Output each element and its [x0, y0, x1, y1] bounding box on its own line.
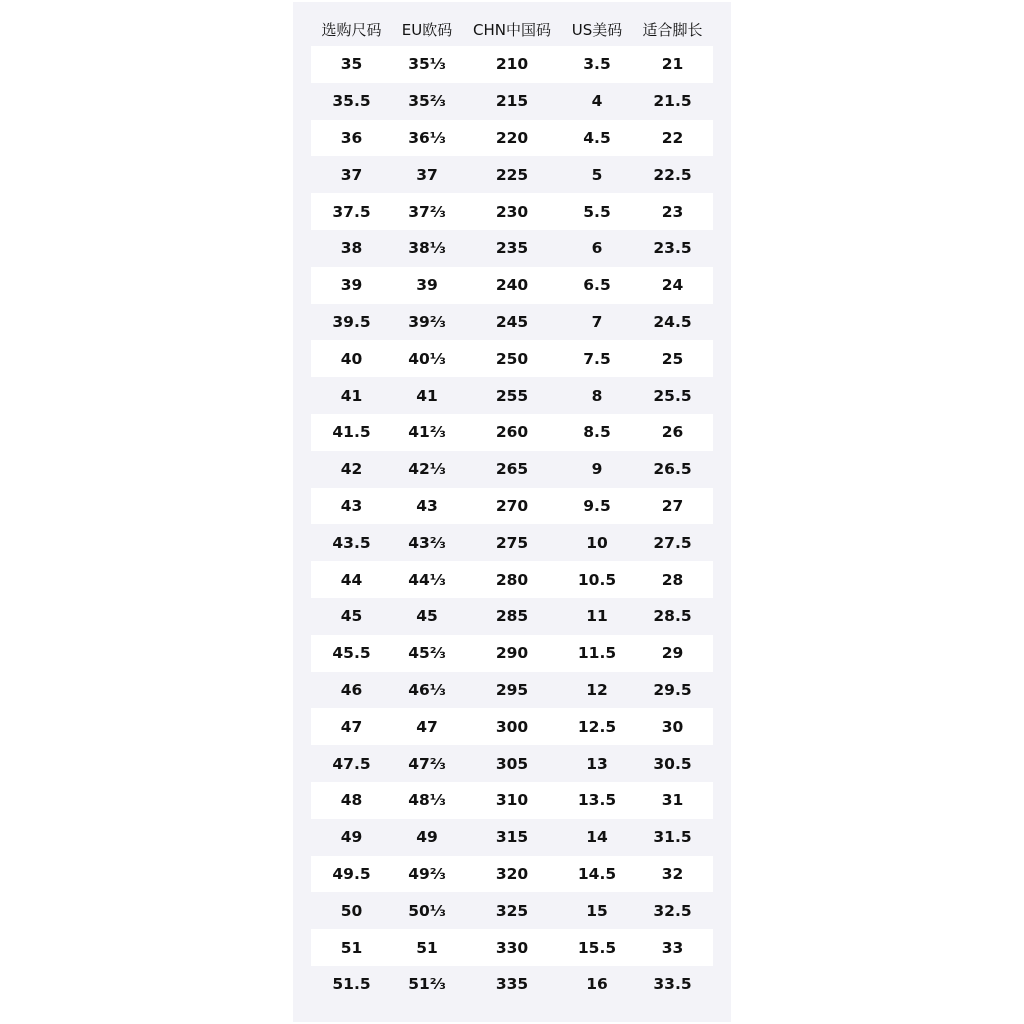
table-row: [311, 377, 713, 414]
table-body: [311, 46, 713, 1003]
chn-size-cell: 210: [462, 46, 562, 83]
purchase-size-cell: 47.5: [332, 754, 371, 773]
table-row: [311, 856, 713, 893]
eu-size-cell: 48⅓: [392, 782, 462, 819]
eu-size-cell: 51⅔: [408, 975, 446, 994]
foot-length-cell: 30.5: [653, 754, 692, 773]
chn-size-cell: 310: [462, 782, 562, 819]
chn-size-cell: 315: [495, 828, 529, 847]
purchase-size-cell: 43: [311, 488, 392, 525]
table-row: [311, 966, 713, 1003]
us-size-cell: 14: [586, 828, 608, 847]
purchase-size-cell: 35: [311, 46, 392, 83]
us-size-cell: 6.5: [562, 267, 632, 304]
us-size-cell: 8: [591, 386, 603, 405]
us-size-cell: 7.5: [562, 340, 632, 377]
foot-length-cell: 23: [632, 193, 713, 230]
table-row: [311, 929, 713, 966]
foot-length-cell: 22.5: [653, 165, 692, 184]
table-row: [311, 414, 713, 451]
chn-size-cell: 250: [462, 340, 562, 377]
foot-length-cell: 33: [632, 929, 713, 966]
purchase-size-cell: 41.5: [311, 414, 392, 451]
purchase-size-cell: 37: [340, 165, 363, 184]
table-row: [311, 561, 713, 598]
chn-size-cell: 300: [462, 708, 562, 745]
chn-size-cell: 255: [495, 386, 529, 405]
table-row: [311, 635, 713, 672]
purchase-size-cell: 45: [340, 607, 363, 626]
chn-size-cell: 285: [495, 607, 529, 626]
table-row: [311, 193, 713, 230]
purchase-size-cell: 47: [311, 708, 392, 745]
foot-length-cell: 21.5: [653, 92, 692, 111]
chn-size-cell: 320: [462, 856, 562, 893]
eu-size-cell: 36⅓: [392, 120, 462, 157]
us-size-cell: 12.5: [562, 708, 632, 745]
eu-size-cell: 41: [416, 386, 438, 405]
column-header-purchase-size: 选购尺码: [321, 20, 382, 39]
us-size-cell: 5: [591, 165, 603, 184]
purchase-size-cell: 42: [340, 460, 363, 479]
eu-size-cell: 43: [392, 488, 462, 525]
foot-length-cell: 28.5: [653, 607, 692, 626]
purchase-size-cell: 49: [340, 828, 363, 847]
eu-size-cell: 45: [416, 607, 438, 626]
chn-size-cell: 305: [495, 754, 529, 773]
us-size-cell: 9: [591, 460, 603, 479]
foot-length-cell: 28: [632, 561, 713, 598]
us-size-cell: 5.5: [562, 193, 632, 230]
us-size-cell: 4.5: [562, 120, 632, 157]
table-row: [311, 782, 713, 819]
eu-size-cell: 50⅓: [408, 901, 446, 920]
chn-size-cell: 215: [495, 92, 529, 111]
table-row: [311, 304, 713, 341]
purchase-size-cell: 46: [340, 680, 363, 699]
table-row: [311, 745, 713, 782]
us-size-cell: 3.5: [562, 46, 632, 83]
table-row: [311, 672, 713, 709]
chn-size-cell: 235: [495, 239, 529, 258]
eu-size-cell: 37⅔: [392, 193, 462, 230]
foot-length-cell: 21: [632, 46, 713, 83]
chn-size-cell: 335: [495, 975, 529, 994]
foot-length-cell: 26: [632, 414, 713, 451]
us-size-cell: 15: [586, 901, 608, 920]
foot-length-cell: 26.5: [653, 460, 692, 479]
table-row: [311, 524, 713, 561]
foot-length-cell: 25.5: [653, 386, 692, 405]
chn-size-cell: 230: [462, 193, 562, 230]
chn-size-cell: 225: [495, 165, 529, 184]
foot-length-cell: 27.5: [653, 533, 692, 552]
eu-size-cell: 37: [416, 165, 438, 184]
table-row: [311, 267, 713, 304]
us-size-cell: 7: [591, 312, 603, 331]
purchase-size-cell: 39.5: [332, 312, 371, 331]
foot-length-cell: 32: [632, 856, 713, 893]
table-row: [311, 83, 713, 120]
purchase-size-cell: 38: [340, 239, 363, 258]
foot-length-cell: 24: [632, 267, 713, 304]
eu-size-cell: 35⅓: [392, 46, 462, 83]
us-size-cell: 12: [586, 680, 608, 699]
foot-length-cell: 32.5: [653, 901, 692, 920]
size-chart-table: [311, 12, 713, 1003]
foot-length-cell: 29.5: [653, 680, 692, 699]
column-header-chn-size: CHN中国码: [473, 20, 551, 39]
chn-size-cell: 265: [495, 460, 529, 479]
column-header-eu-size: EU欧码: [401, 20, 453, 39]
column-header-foot-length: 适合脚长: [642, 20, 703, 39]
us-size-cell: 14.5: [562, 856, 632, 893]
eu-size-cell: 39⅔: [408, 312, 446, 331]
table-row: [311, 230, 713, 267]
us-size-cell: 4: [591, 92, 603, 111]
purchase-size-cell: 51.5: [332, 975, 371, 994]
table-row: [311, 892, 713, 929]
eu-size-cell: 43⅔: [408, 533, 446, 552]
purchase-size-cell: 39: [311, 267, 392, 304]
table-row: [311, 46, 713, 83]
us-size-cell: 9.5: [562, 488, 632, 525]
table-header: [311, 12, 713, 46]
foot-length-cell: 27: [632, 488, 713, 525]
eu-size-cell: 49: [416, 828, 438, 847]
eu-size-cell: 49⅔: [392, 856, 462, 893]
chn-size-cell: 220: [462, 120, 562, 157]
purchase-size-cell: 49.5: [311, 856, 392, 893]
chn-size-cell: 240: [462, 267, 562, 304]
eu-size-cell: 46⅓: [408, 680, 446, 699]
table-row: [311, 451, 713, 488]
chn-size-cell: 270: [462, 488, 562, 525]
header-row: [311, 12, 713, 46]
purchase-size-cell: 36: [311, 120, 392, 157]
foot-length-cell: 31.5: [653, 828, 692, 847]
foot-length-cell: 25: [632, 340, 713, 377]
purchase-size-cell: 48: [311, 782, 392, 819]
foot-length-cell: 33.5: [653, 975, 692, 994]
foot-length-cell: 24.5: [653, 312, 692, 331]
chn-size-cell: 260: [462, 414, 562, 451]
us-size-cell: 11: [586, 607, 608, 626]
foot-length-cell: 23.5: [653, 239, 692, 258]
us-size-cell: 15.5: [562, 929, 632, 966]
foot-length-cell: 30: [632, 708, 713, 745]
chn-size-cell: 290: [462, 635, 562, 672]
purchase-size-cell: 35.5: [332, 92, 371, 111]
eu-size-cell: 47: [392, 708, 462, 745]
table-row: [311, 120, 713, 157]
us-size-cell: 8.5: [562, 414, 632, 451]
foot-length-cell: 29: [632, 635, 713, 672]
column-header-us-size: US美码: [571, 20, 623, 39]
purchase-size-cell: 50: [340, 901, 363, 920]
chn-size-cell: 245: [495, 312, 529, 331]
us-size-cell: 13: [586, 754, 608, 773]
eu-size-cell: 35⅔: [408, 92, 446, 111]
chn-size-cell: 280: [462, 561, 562, 598]
size-chart-panel: [293, 2, 731, 1022]
eu-size-cell: 51: [392, 929, 462, 966]
purchase-size-cell: 44: [311, 561, 392, 598]
table-row: [311, 340, 713, 377]
us-size-cell: 16: [586, 975, 608, 994]
purchase-size-cell: 43.5: [332, 533, 371, 552]
purchase-size-cell: 45.5: [311, 635, 392, 672]
us-size-cell: 10: [586, 533, 608, 552]
foot-length-cell: 22: [632, 120, 713, 157]
eu-size-cell: 45⅔: [392, 635, 462, 672]
purchase-size-cell: 51: [311, 929, 392, 966]
eu-size-cell: 44⅓: [392, 561, 462, 598]
purchase-size-cell: 40: [311, 340, 392, 377]
table-row: [311, 488, 713, 525]
purchase-size-cell: 37.5: [311, 193, 392, 230]
eu-size-cell: 40⅓: [392, 340, 462, 377]
table-row: [311, 708, 713, 745]
us-size-cell: 11.5: [562, 635, 632, 672]
eu-size-cell: 42⅓: [408, 460, 446, 479]
chn-size-cell: 275: [495, 533, 529, 552]
eu-size-cell: 41⅔: [392, 414, 462, 451]
us-size-cell: 10.5: [562, 561, 632, 598]
purchase-size-cell: 41: [340, 386, 363, 405]
eu-size-cell: 38⅓: [408, 239, 446, 258]
us-size-cell: 6: [591, 239, 603, 258]
chn-size-cell: 330: [462, 929, 562, 966]
chn-size-cell: 295: [495, 680, 529, 699]
table-row: [311, 598, 713, 635]
foot-length-cell: 31: [632, 782, 713, 819]
chn-size-cell: 325: [495, 901, 529, 920]
eu-size-cell: 39: [392, 267, 462, 304]
eu-size-cell: 47⅔: [408, 754, 446, 773]
table-row: [311, 156, 713, 193]
us-size-cell: 13.5: [562, 782, 632, 819]
table-row: [311, 819, 713, 856]
